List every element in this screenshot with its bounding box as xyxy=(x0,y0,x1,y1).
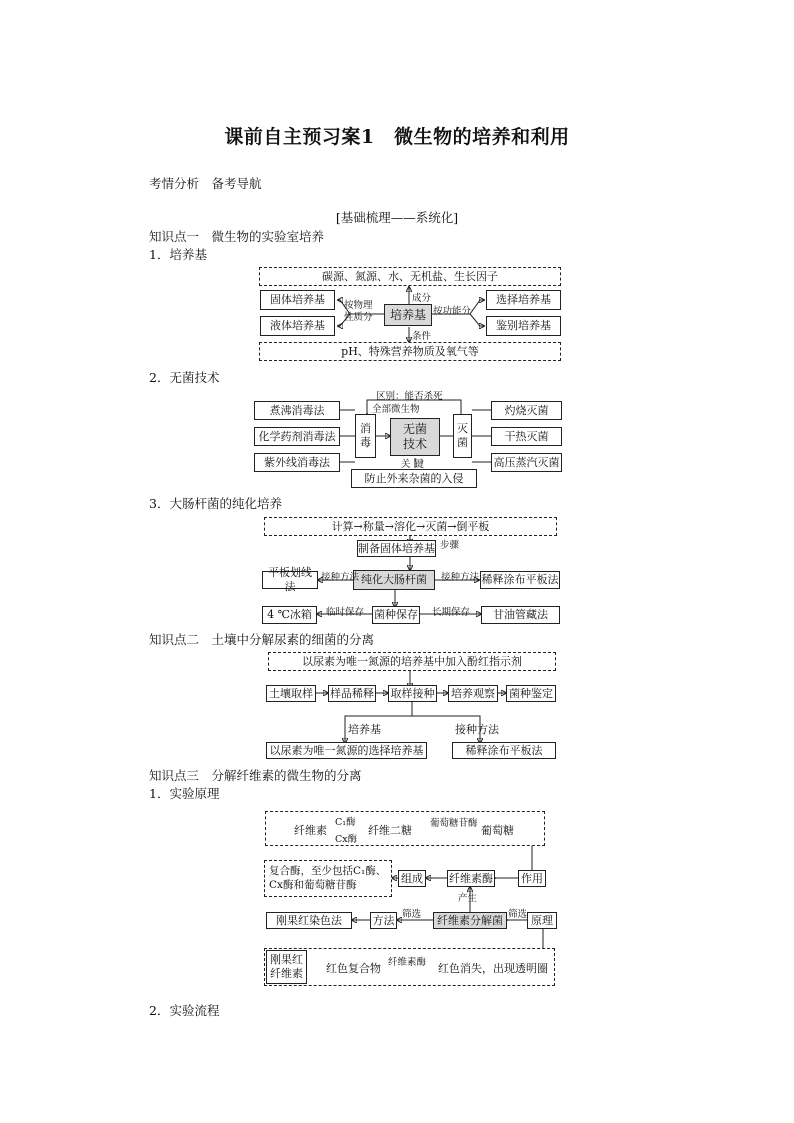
box-conditions: pH、特殊营养物质及氧气等 xyxy=(259,342,561,361)
box-nutrients: 碳源、氮源、水、无机盐、生长因子 xyxy=(259,267,561,286)
label-screen-1: 筛选 xyxy=(402,909,422,920)
box-congo-cellulose: 刚果红 纤维素 xyxy=(266,950,307,984)
label-glucosidase: 葡萄糖苷酶 xyxy=(430,818,478,829)
box-disinfect: 消 毒 xyxy=(355,414,376,458)
box-spread-plate-k2: 稀释涂布平板法 xyxy=(452,742,556,759)
text-red-complex: 红色复合物 xyxy=(326,962,381,975)
box-inoculation: 取样接种 xyxy=(388,685,437,702)
box-cellulase: 纤维素酶 xyxy=(447,870,495,887)
box-liquid-medium: 液体培养基 xyxy=(260,316,335,336)
label-inoc-method-2: 接种方法 xyxy=(441,572,480,583)
label-component: 成分 xyxy=(412,293,432,304)
label-steps: 步骤 xyxy=(440,540,460,551)
box-chemical: 化学药剂消毒法 xyxy=(254,427,340,446)
k1-heading: 知识点一 微生物的实验室培养 xyxy=(149,229,325,244)
text-cellobiose: 纤维二糖 xyxy=(368,824,412,837)
label-by-function: 按功能分 xyxy=(433,306,472,317)
label-produce: 产生 xyxy=(458,893,478,904)
box-action: 作用 xyxy=(518,870,546,887)
box-cellulose-bacteria: 纤维素分解菌 xyxy=(433,912,507,929)
label-by-physical: 按物理 性质分 xyxy=(344,300,373,324)
box-prep-steps: 计算→称量→溶化→灭菌→倒平板 xyxy=(264,517,557,536)
k3-s2-heading: 2．实验流程 xyxy=(149,1003,220,1018)
label-method: 接种方法 xyxy=(455,723,499,736)
box-culture-observe: 培养观察 xyxy=(448,685,498,702)
box-solid-medium: 固体培养基 xyxy=(260,290,335,310)
text-glucose: 葡萄糖 xyxy=(481,824,514,837)
label-cellulase: 纤维素酶 xyxy=(388,957,427,968)
box-selective-medium: 选择培养基 xyxy=(486,290,561,310)
box-burning: 灼烧灭菌 xyxy=(491,401,562,420)
box-prevent-contamination: 防止外来杂菌的入侵 xyxy=(351,469,477,488)
label-c1-enzyme: C₁酶 xyxy=(335,817,356,828)
box-congo-method: 刚果红染色法 xyxy=(266,912,352,929)
label-screen-2: 筛选 xyxy=(508,909,528,920)
k1-s3-heading: 3．大肠杆菌的纯化培养 xyxy=(149,496,282,511)
box-boiling: 煮沸消毒法 xyxy=(254,401,340,420)
box-preserve: 菌种保存 xyxy=(372,606,420,624)
box-complex-enzyme: 复合酶，至少包括C₁酶、 Cx酶和葡萄糖苷酶 xyxy=(264,860,392,897)
label-condition: 条件 xyxy=(412,331,432,342)
box-fridge: 4 ℃冰箱 xyxy=(262,606,317,624)
basics-header: [基础梳理——系统化] xyxy=(335,210,459,225)
box-urea-medium: 以尿素为唯一氮源的培养基中加入酚红指示剂 xyxy=(268,652,556,671)
box-method: 方法 xyxy=(370,912,397,929)
box-principle: 原理 xyxy=(527,912,557,929)
box-identify-medium: 鉴别培养基 xyxy=(486,316,561,336)
k3-heading: 知识点三 分解纤维素的微生物的分离 xyxy=(149,768,362,783)
label-key: 关键 xyxy=(401,459,429,470)
text-cellulose: 纤维素 xyxy=(294,824,327,837)
box-dry-heat: 干热灭菌 xyxy=(491,427,562,446)
subtitle: 考情分析 备考导航 xyxy=(149,176,262,191)
box-strain-identify: 菌种鉴定 xyxy=(506,685,556,702)
box-sample-dilution: 样品稀释 xyxy=(328,685,376,702)
label-medium: 培养基 xyxy=(348,723,381,736)
box-aseptic-center: 无菌 技术 xyxy=(390,418,440,456)
box-uv: 紫外线消毒法 xyxy=(254,453,340,472)
box-composition: 组成 xyxy=(398,870,426,887)
box-soil-sampling: 土壤取样 xyxy=(266,685,316,702)
label-temp-preserve: 临时保存 xyxy=(326,607,365,618)
k1-s1-heading: 1．培养基 xyxy=(149,247,207,262)
label-cx-enzyme: Cx酶 xyxy=(335,834,358,845)
box-prepare-solid: 制备固体培养基 xyxy=(357,540,436,557)
page-title: 课前自主预习案1 微生物的培养和利用 xyxy=(224,126,570,148)
k3-s1-heading: 1．实验原理 xyxy=(149,786,220,801)
box-glycerol: 甘油管藏法 xyxy=(481,606,560,624)
box-purify-ecoli: 纯化大肠杆菌 xyxy=(353,570,435,590)
k2-heading: 知识点二 土壤中分解尿素的细菌的分离 xyxy=(149,632,375,647)
box-selective-urea: 以尿素为唯一氮源的选择培养基 xyxy=(266,742,427,759)
k1-s2-heading: 2．无菌技术 xyxy=(149,370,220,385)
label-difference: 区别：能否杀死 xyxy=(376,391,443,402)
text-result: 红色消失，出现透明圈 xyxy=(438,962,548,975)
box-sterilize: 灭 菌 xyxy=(453,414,472,458)
label-long-preserve: 长期保存 xyxy=(432,607,471,618)
box-spread-plate: 稀释涂布平板法 xyxy=(480,571,560,589)
box-medium-center: 培养基 xyxy=(384,304,432,326)
label-all-microbes: 全部微生物 xyxy=(372,404,420,415)
box-streak-plate: 平板划线法 xyxy=(262,571,318,589)
box-autoclave: 高压蒸汽灭菌 xyxy=(491,453,562,472)
label-inoc-method-1: 接种方法 xyxy=(321,572,360,583)
